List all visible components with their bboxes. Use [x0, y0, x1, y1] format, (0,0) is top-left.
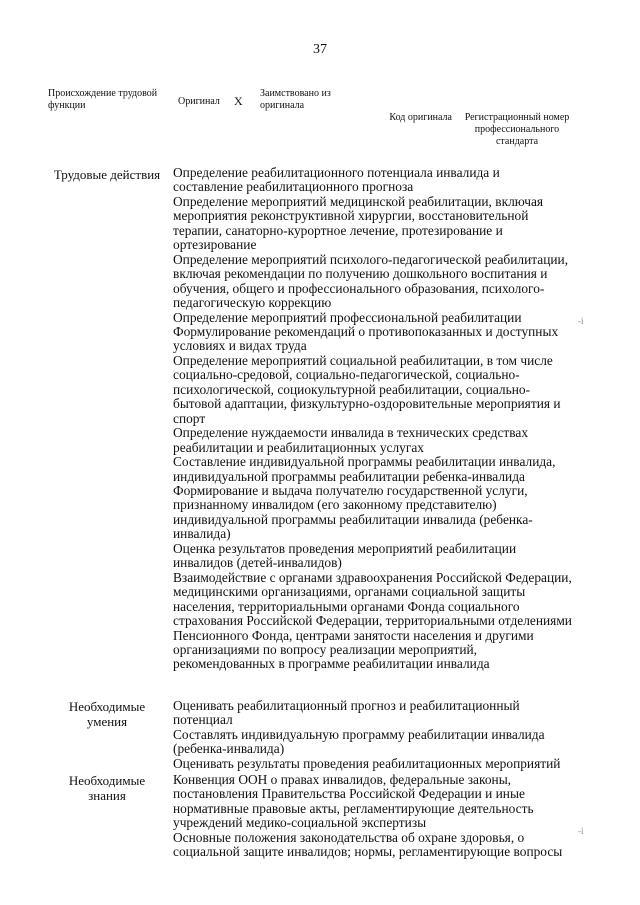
list-item: Определение нуждаемости инвалида в технических средствах реабилитации и реабилитационных услугах [173, 425, 529, 455]
list-item: Оценивать результаты проведения реабилитационных мероприятий [173, 755, 561, 771]
list-item: Определение мероприятий профессиональной реабилитации [173, 309, 522, 325]
list-item: Определение мероприятий психолого-педагогической реабилитации, включая рекомендации по получению дошкольного воспитания и обучения, общего и профессионального образования, психолого-педагогическую коррекцию [173, 251, 569, 311]
reg-number-label: Регистрационный номер профессионального стандарта [464, 112, 570, 147]
list-item: Определение мероприятий медицинской реабилитации, включая мероприятия реконструктивной хирургии, восстановительной терапии, санаторно-курортное лечение, протезирование и ортезирование [173, 193, 544, 253]
labor-actions-list [173, 166, 573, 672]
original-label: Оригинал [178, 96, 220, 107]
list-item: Взаимодействие с органами здравоохранения Российской Федерации, медицинскими организациями, органами социальной защиты населения, территориальными органами Фонда социального страхования Российской Федерации, территориальными отделениями Пенсионного Фонда, центрами занятости населения и другими организациями по вопросу реализации мероприятий, рекомендованных в программе реабилитации инвалида [173, 569, 572, 672]
list-item: Формулирование рекомендаций о противопоказанных и доступных условиях и видах труда [173, 323, 559, 354]
margin-mark: -i [578, 826, 584, 836]
margin-mark: -i [578, 316, 584, 326]
origin-label: Происхождение трудовой функции [48, 88, 158, 111]
section-label-knowledge: Необходимые знания [68, 773, 146, 803]
section-label-labor-actions: Трудовые действия [53, 167, 161, 182]
list-item: Конвенция ООН о правах инвалидов, федеральные законы, постановления Правительства Российской Федерации и иные нормативные правовые акты, регламентирующие деятельность учреждений медико-социальной экспертизы [173, 772, 534, 831]
list-item: Составление индивидуальной программы реабилитации инвалида, индивидуальной программы реабилитации ребенка-инвалида [173, 454, 556, 484]
list-item: Определение реабилитационного потенциала инвалида и составление реабилитационного прогноза [173, 165, 500, 195]
section-label-skills: Необходимые умения [68, 699, 146, 729]
knowledge-list [173, 773, 573, 860]
list-item: Основные положения законодательства об охране здоровья, о социальной защите инвалидов; нормы, регламентирующие вопросы [173, 829, 563, 860]
page-number: 37 [313, 42, 327, 57]
list-item: Формирование и выдача получателю государственной услуги, признанному инвалидом (его законному представителю) индивидуальной программы реабилитации инвалида (ребенка-инвалида) [173, 482, 533, 542]
borrowed-label: Заимствовано из оригинала [260, 88, 331, 111]
original-x-mark: X [234, 94, 243, 108]
list-item: Оценка результатов проведения мероприятий реабилитации инвалидов (детей-инвалидов) [173, 540, 517, 571]
list-item: Составлять индивидуальную программу реабилитации инвалида (ребенка-инвалида) [173, 726, 545, 757]
code-label: Код оригинала [389, 112, 452, 123]
list-item: Определение мероприятий социальной реабилитации, в том числе социально-средовой, социально-педагогической, социально-психологической, социокультурной реабилитации, социально-бытовой адаптации, физкультурно-оздоровительные мероприятия и спорт [173, 352, 561, 426]
list-item: Оценивать реабилитационный прогноз и реабилитационный потенциал [173, 698, 520, 728]
skills-list [173, 699, 573, 771]
